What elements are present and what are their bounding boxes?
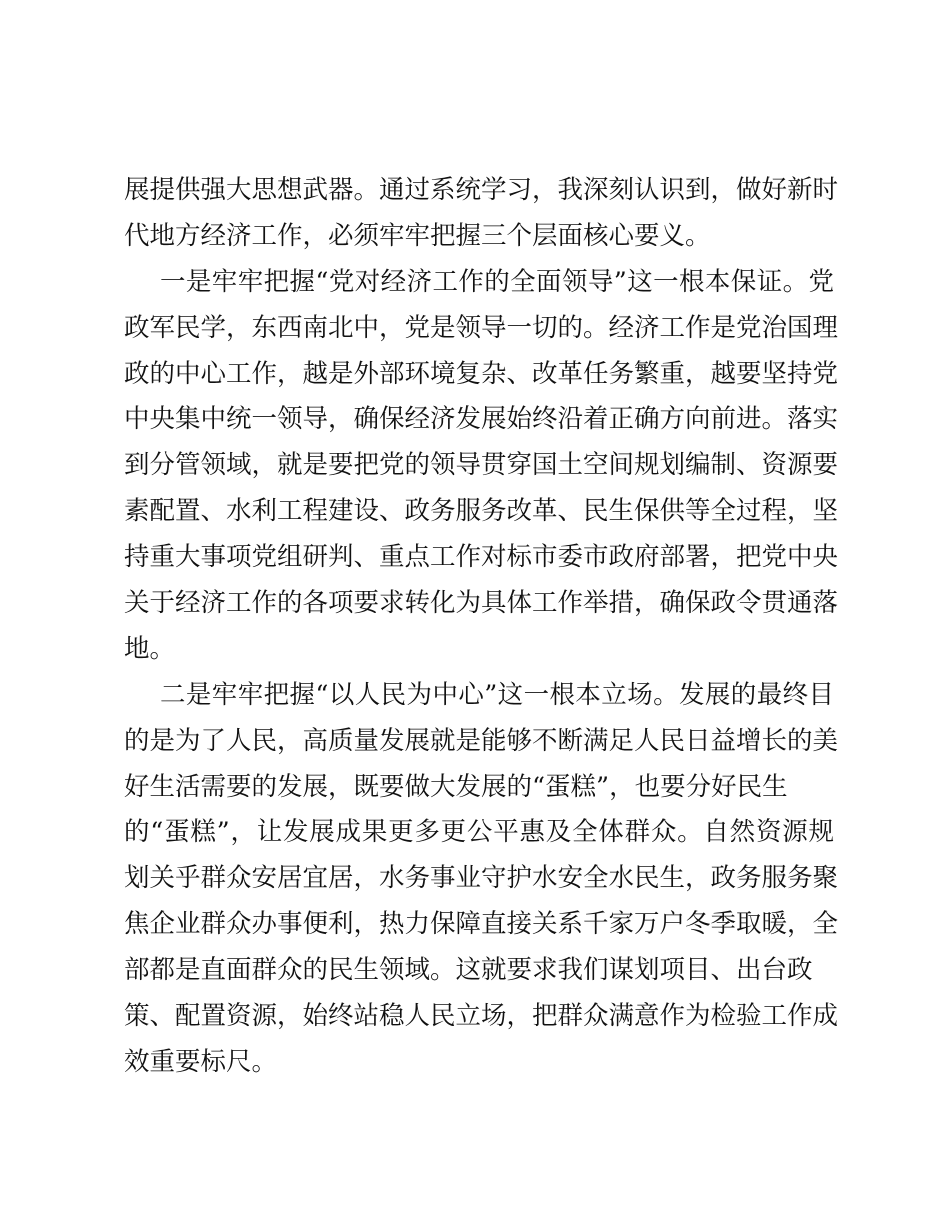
paragraph-party-leadership	[124, 260, 839, 673]
document-body	[124, 168, 839, 1086]
paragraph-people-centered	[124, 673, 839, 1086]
text-line: 一是牢牢把握“党对经济工作的全面领导”这一根本保证。党	[160, 266, 834, 297]
text-line: 效重要标尺。	[124, 1046, 278, 1077]
text-line: 到分管领域，就是要把党的领导贯穿国土空间规划编制、资源要	[124, 450, 839, 481]
text-line: 素配置、水利工程建设、政务服务改革、民生保供等全过程，坚	[124, 496, 839, 527]
text-line: 政军民学，东西南北中，党是领导一切的。经济工作是党治国理	[124, 312, 839, 343]
text-line: 二是牢牢把握“以人民为中心”这一根本立场。发展的最终目	[160, 679, 834, 710]
text-line: 的“蛋糕”，让发展成果更多更公平惠及全体群众。自然资源规	[124, 817, 834, 848]
text-line: 地。	[124, 633, 176, 664]
text-line: 策、配置资源，始终站稳人民立场，把群众满意作为检验工作成	[124, 1001, 839, 1032]
text-line: 政的中心工作，越是外部环境复杂、改革任务繁重，越要坚持党	[124, 358, 839, 389]
text-line: 部都是直面群众的民生领域。这就要求我们谋划项目、出台政	[124, 955, 813, 986]
paragraph-intro-continuation	[124, 168, 839, 260]
text-line: 关于经济工作的各项要求转化为具体工作举措，确保政令贯通落	[124, 588, 839, 619]
text-line: 持重大事项党组研判、重点工作对标市委市政府部署，把党中央	[124, 542, 839, 573]
text-line: 展提供强大思想武器。通过系统学习，我深刻认识到，做好新时	[124, 175, 839, 205]
text-line: 好生活需要的发展，既要做大发展的“蛋糕”，也要分好民生	[124, 771, 788, 802]
text-line: 中央集中统一领导，确保经济发展始终沿着正确方向前进。落实	[124, 404, 839, 435]
text-line: 划关乎群众安居宜居，水务事业守护水安全水民生，政务服务聚	[124, 863, 839, 894]
text-line: 代地方经济工作，必须牢牢把握三个层面核心要义。	[124, 220, 711, 251]
text-line: 的是为了人民，高质量发展就是能够不断满足人民日益增长的美	[124, 725, 839, 756]
text-line: 焦企业群众办事便利，热力保障直接关系千家万户冬季取暖，全	[124, 909, 839, 940]
